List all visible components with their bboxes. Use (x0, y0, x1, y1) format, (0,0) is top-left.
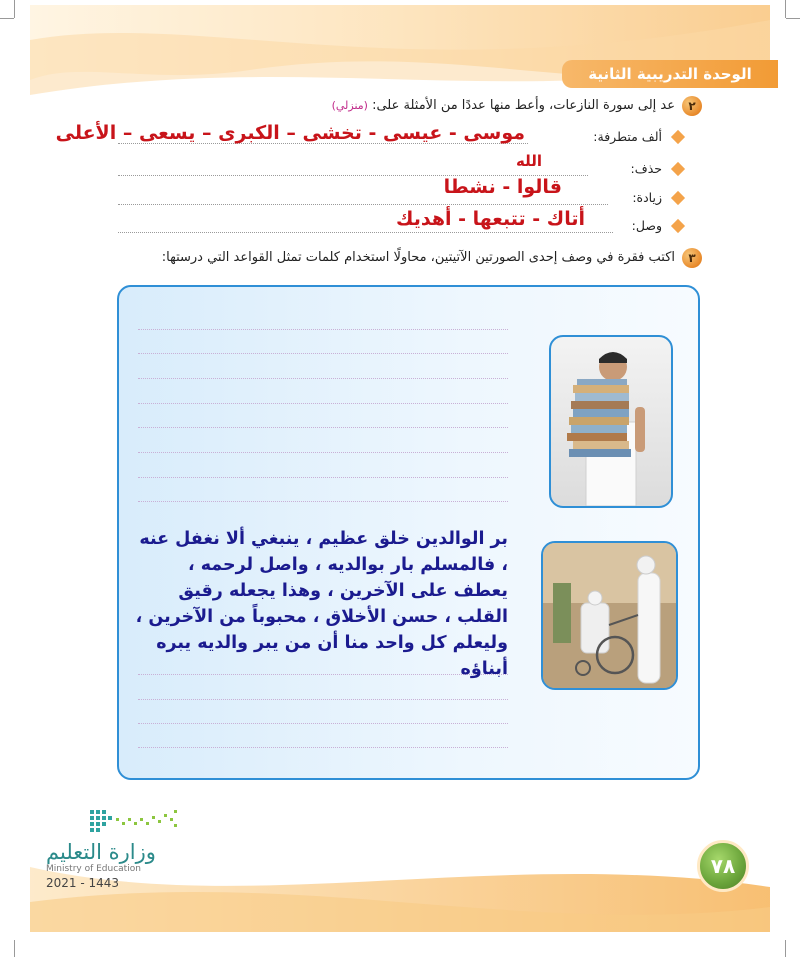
question-2-prompt (332, 98, 675, 113)
writing-line (138, 329, 508, 330)
answer-paragraph: بر الوالدين خلق عظيم ، ينبغي ألا نغفل عنه ، فالمسلم بار بوالديه ، واصل لرحمه ، يعطف على الآخرين ، وهذا يجعله رقيق القلب ، حسن الأخلاق ، محبوباً من الآخرين ، وليعلم كل واحد منا أن من يبر والديه يبره أبناؤه (135, 529, 508, 679)
answer-addition: قالوا - نشطا (443, 176, 562, 198)
crop-mark (785, 940, 786, 957)
ministry-name-arabic: وزارة التعليم (46, 840, 156, 864)
wheelchair-illustration (543, 543, 676, 688)
writing-line (138, 723, 508, 724)
writing-line (138, 353, 508, 354)
writing-line (138, 378, 508, 379)
crop-mark (14, 940, 15, 957)
photo-boy-with-books (549, 335, 673, 508)
answer-line (118, 204, 608, 205)
ministry-name-english: Ministry of Education (46, 864, 141, 874)
answer-deletion: الله (516, 152, 542, 170)
bullet-diamond-icon (671, 219, 685, 233)
bullet-diamond-icon (671, 191, 685, 205)
homework-tag: (منزلي) (331, 99, 368, 112)
crop-mark (0, 18, 14, 19)
question-3-prompt: اكتب فقرة في وصف إحدى الصورتين الآتيتين، محاولًا استخدام كلمات تمثل القواعد التي درستها: (161, 250, 675, 265)
bullet-diamond-icon (671, 162, 685, 176)
crop-mark (786, 18, 800, 19)
crop-mark (14, 0, 15, 18)
question-2-text: عد إلى سورة النازعات، وأعط منها عددًا من الأمثلة على: (372, 98, 675, 113)
edition-year: 2021 - 1443 (46, 876, 120, 890)
writing-line (138, 477, 508, 478)
row-label-connection: وصل: (631, 218, 662, 233)
row-label-final-alif: ألف متطرفة: (593, 129, 662, 144)
boy-books-illustration (551, 337, 671, 506)
writing-line (138, 501, 508, 502)
writing-line (138, 427, 508, 428)
ministry-logo-icon (88, 806, 180, 836)
row-label-addition: زيادة: (632, 190, 662, 205)
question-3-number: ٣ (682, 248, 702, 268)
answer-connection: أتاك - تتبعها - أهديك (396, 208, 585, 230)
writing-line (138, 403, 508, 404)
answer-final-alif: موسى - عيسى - تخشى – الكبرى – يسعى – الأعلى (55, 122, 525, 144)
crop-mark (785, 0, 786, 18)
bullet-diamond-icon (671, 130, 685, 144)
answer-line (118, 232, 613, 233)
unit-title-banner: الوحدة التدريبية الثانية (562, 60, 778, 88)
question-2-number: ٢ (682, 96, 702, 116)
writing-line (138, 747, 508, 748)
photo-wheelchair (541, 541, 678, 690)
row-label-deletion: حذف: (630, 161, 662, 176)
writing-line (138, 452, 508, 453)
page-number: ٧٨ (697, 840, 749, 892)
writing-line (138, 699, 508, 700)
